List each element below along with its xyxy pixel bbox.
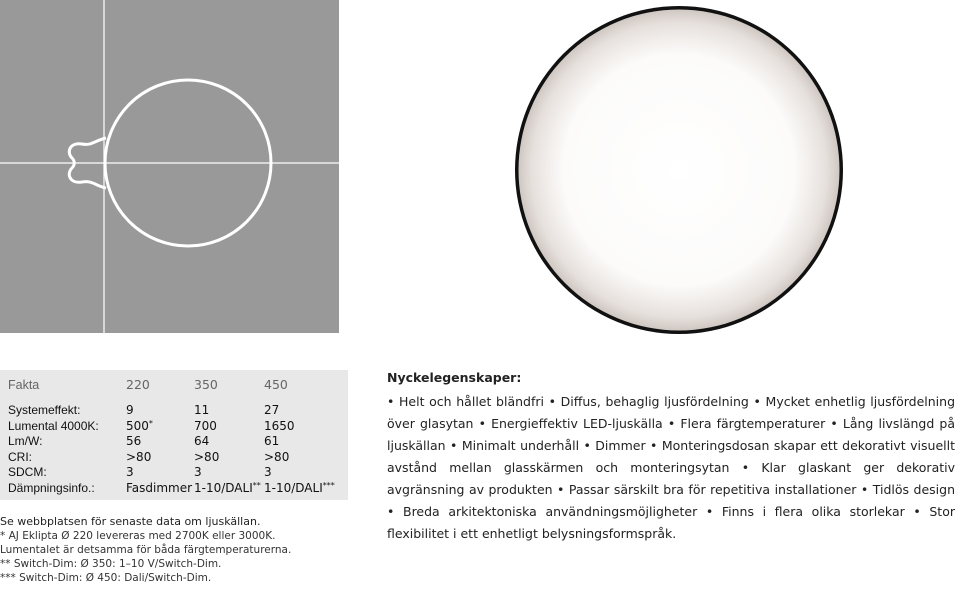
facts-header-450: 450 xyxy=(264,377,288,392)
facts-header xyxy=(8,376,348,394)
facts-cell: 700 xyxy=(194,418,217,433)
facts-row-systemeffekt xyxy=(8,403,348,419)
facts-cell: >80 xyxy=(264,449,290,464)
facts-header-350: 350 xyxy=(194,377,218,392)
footnote-three-star: *** Switch-Dim: Ø 450: Dali/Switch-Dim. xyxy=(0,572,212,584)
facts-cell: 56 xyxy=(126,434,142,448)
facts-header-220: 220 xyxy=(126,377,150,392)
footnote-lumen: Lumentalet är detsamma för båda färgtemperaturerna. xyxy=(0,544,292,556)
lamp-product-image xyxy=(513,4,845,336)
key-features xyxy=(387,369,955,545)
facts-cell: >80 xyxy=(126,449,152,464)
facts-row-dampningsinfo xyxy=(8,481,348,497)
facts-cell: 1-10/DALI*** xyxy=(264,480,335,495)
light-distribution-diagram xyxy=(0,0,339,333)
facts-cell: 9 xyxy=(126,403,134,417)
facts-cell: 64 xyxy=(194,434,210,448)
key-features-text: • Helt och hållet bländfri • Diffus, behaglig ljusfördelning • Mycket enhetlig ljusfördelning över glasytan • Energieffektiv LED-ljuskälla • Flera färgtemperaturer • Lång livslängd på ljuskällan • Minimalt underhåll • Dimmer • Monteringsdosan skapar ett dekorativt visuellt avstånd mellan glasskärmen och monteringsytan • Klar glaskant ger dekorativ avgränsning av produkten • Passar särskilt bra för repetitiva installationer • Tidlös design • Breda arkitektoniska användningsmöjligheter • Finns i flera olika storlekar • Stor flexibilitet i ett enhetligt belysningsformspråk. xyxy=(387,394,955,541)
facts-row-lmw xyxy=(8,434,348,450)
facts-cell: 500* xyxy=(126,418,153,433)
facts-cell: 1650 xyxy=(264,418,295,433)
facts-row-label: Lm/W: xyxy=(8,434,43,448)
lamp-glass xyxy=(519,10,840,331)
facts-cell: 3 xyxy=(264,465,272,479)
facts-cell: 61 xyxy=(264,434,280,448)
facts-cell: Fasdimmer xyxy=(126,480,193,495)
facts-cell: >80 xyxy=(194,449,220,464)
facts-cell: 3 xyxy=(126,465,134,479)
footnote-web: Se webbplatsen för senaste data om ljuskällan. xyxy=(0,515,261,528)
facts-header-label: Fakta xyxy=(8,378,40,392)
footnotes xyxy=(0,515,360,585)
footnote-two-star: ** Switch-Dim: Ø 350: 1–10 V/Switch-Dim. xyxy=(0,558,222,570)
diagram-background xyxy=(0,0,339,333)
facts-row-label: Systemeffekt: xyxy=(8,403,81,417)
facts-cell: 11 xyxy=(194,403,210,417)
key-features-title: Nyckelegenskaper: xyxy=(387,370,522,385)
facts-row-label: Lumental 4000K: xyxy=(8,418,99,433)
facts-row-label: SDCM: xyxy=(8,465,47,479)
facts-row-lumental xyxy=(8,419,348,435)
footnote-one-star: * AJ Eklipta Ø 220 levereras med 2700K eller 3000K. xyxy=(0,530,276,542)
facts-row-label: CRI: xyxy=(8,449,32,464)
facts-cell: 27 xyxy=(264,403,280,417)
facts-cell: 3 xyxy=(194,465,202,479)
facts-table xyxy=(0,370,348,500)
facts-cell: 1-10/DALI** xyxy=(194,480,261,495)
facts-row-cri xyxy=(8,450,348,466)
facts-row-sdcm xyxy=(8,465,348,481)
facts-row-label: Dämpningsinfo.: xyxy=(8,480,95,495)
